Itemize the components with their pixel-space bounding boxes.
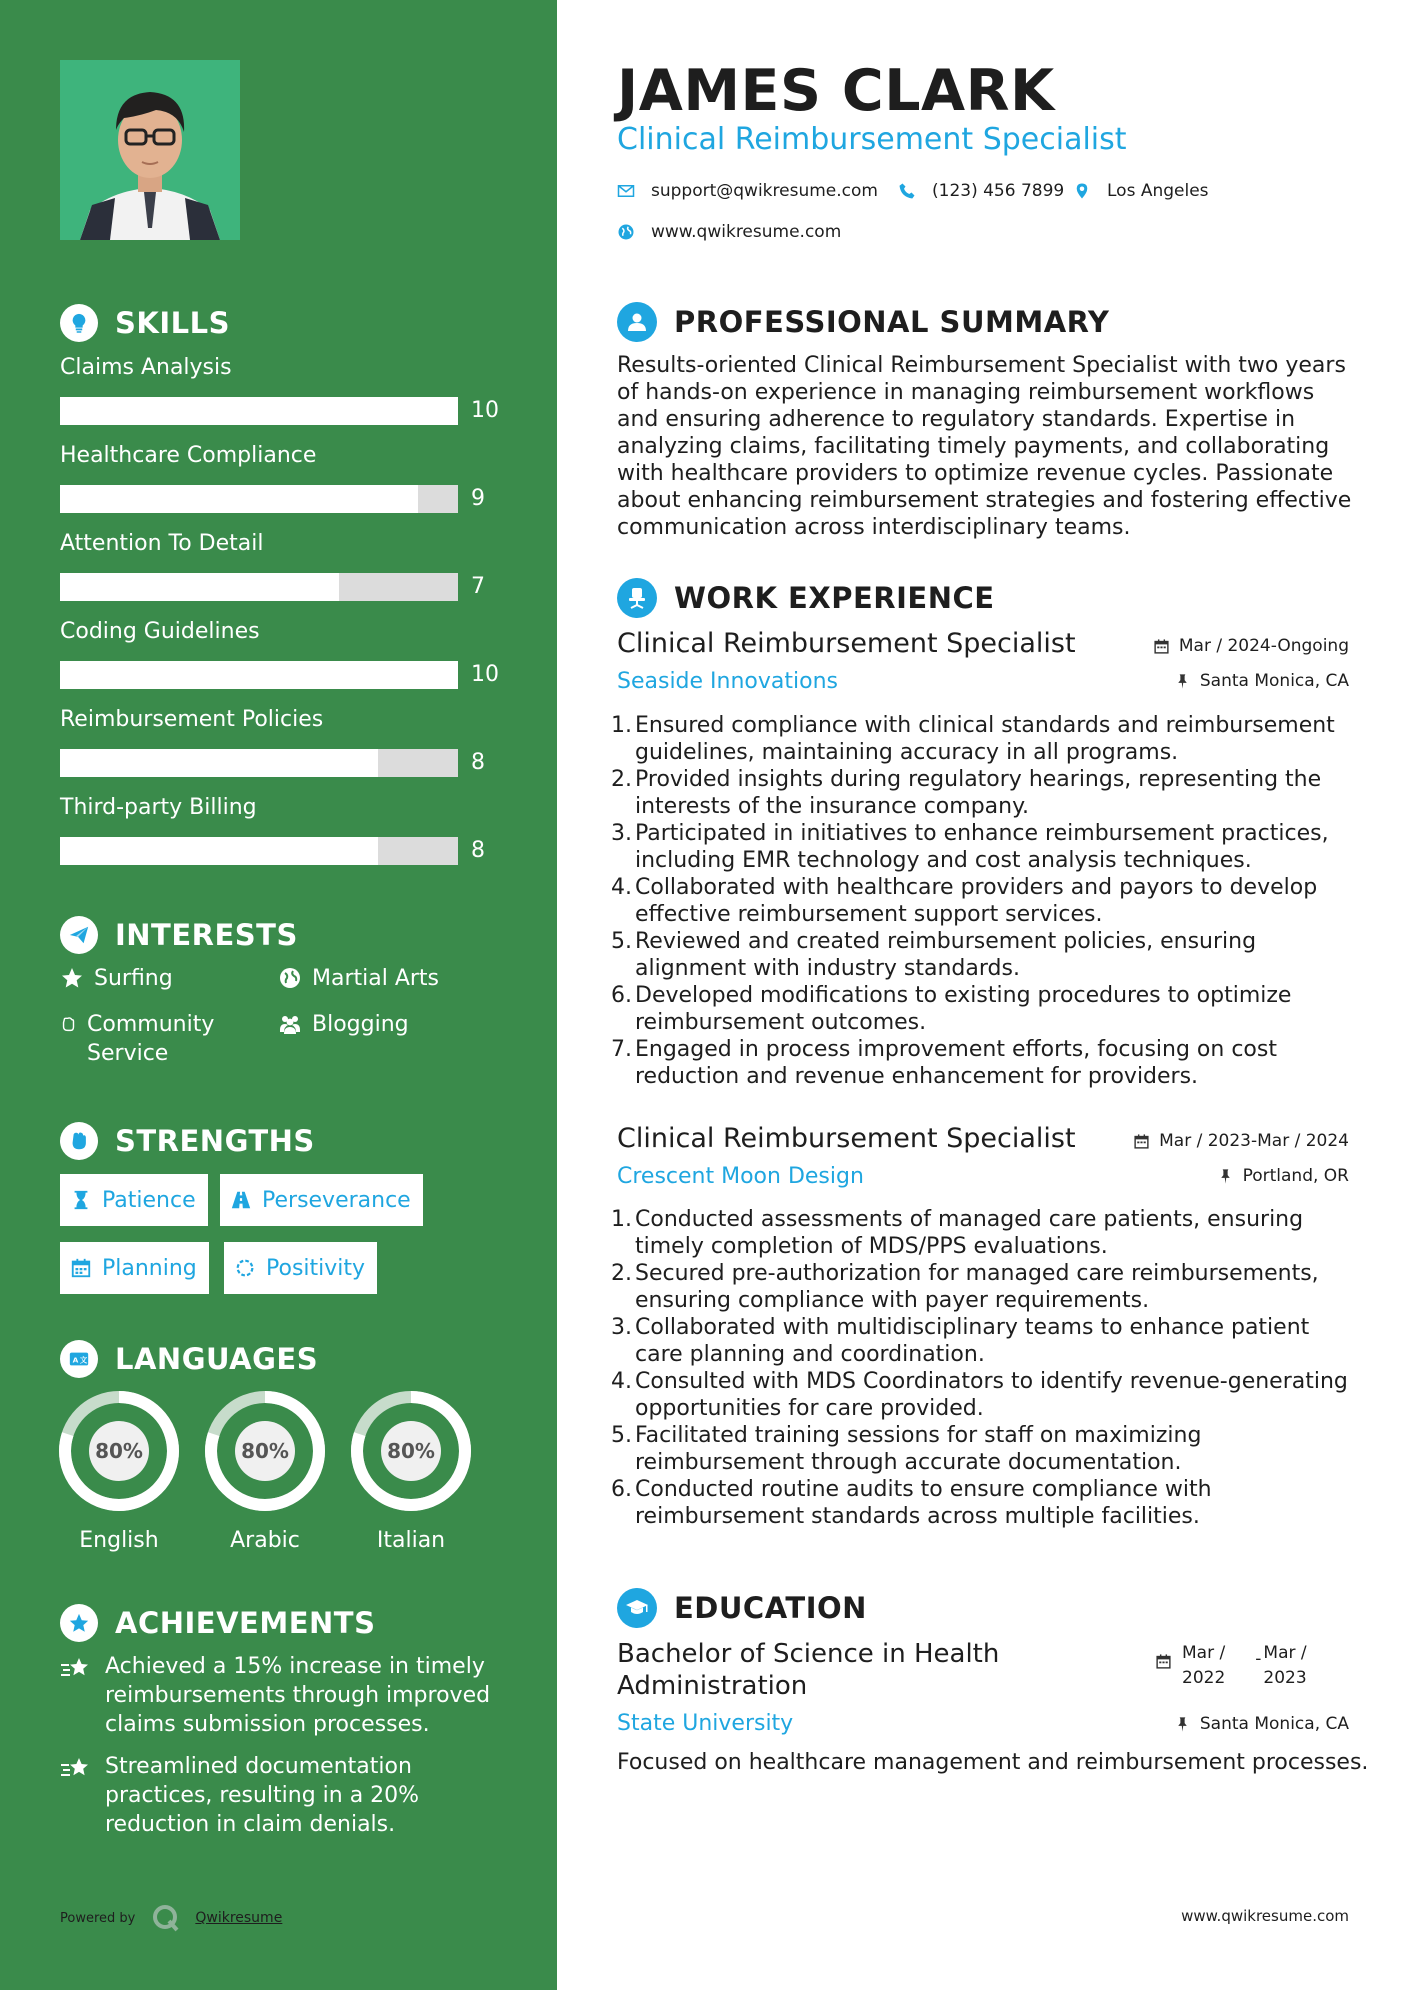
achievement-text: Achieved a 15% increase in timely reimbursements through improved claims submission processes.: [105, 1654, 491, 1737]
skill-level: 8: [471, 750, 485, 775]
skill-bar: [60, 837, 458, 865]
powered-by: [60, 1903, 282, 1933]
skill-bar: [60, 397, 458, 425]
duty-item: 3. Participated in initiatives to enhance reimbursement practices, including EMR technology and cost analysis techniques.: [611, 820, 1351, 874]
strength-tag: [224, 1242, 377, 1294]
interest-item: [60, 1010, 240, 1068]
end-line-1: Mar /: [1263, 1643, 1307, 1663]
duty-item: 2. Secured pre-authorization for managed care reimbursements, ensuring compliance with payer requirements.: [611, 1260, 1351, 1314]
achievement-item: [60, 1652, 500, 1739]
fist-icon: [60, 1122, 98, 1160]
language-ring: [204, 1390, 326, 1512]
job-company: Seaside Innovations: [617, 669, 838, 694]
duty-item: 1. Conducted assessments of managed care patients, ensuring timely completion of MDS/PPS evaluations.: [611, 1206, 1351, 1260]
achievements-heading: [60, 1604, 375, 1642]
language-item: [204, 1390, 326, 1553]
job-title: Clinical Reimbursement Specialist: [617, 628, 1076, 659]
interest-label: Blogging: [312, 1012, 409, 1037]
duty-item: 5. Facilitated training sessions for staff on maximizing reimbursement through accurate documentation.: [611, 1422, 1351, 1476]
strengths-heading: [60, 1122, 315, 1160]
duty-text: Developed modifications to existing procedures to optimize reimbursement outcomes.: [635, 983, 1292, 1035]
experience-heading: [617, 578, 995, 618]
language-ring: [350, 1390, 472, 1512]
skill-level: 10: [471, 398, 499, 423]
contact-phone[interactable]: [898, 181, 1064, 201]
job-dates: [1153, 636, 1349, 656]
duty-item: 2. Provided insights during regulatory hearings, representing the interests of the insurance company.: [611, 766, 1351, 820]
star-trail-icon: [60, 1756, 90, 1782]
education-location: [1174, 1714, 1349, 1734]
paper-plane-icon: [60, 916, 98, 954]
duty-text: Engaged in process improvement efforts, focusing on cost reduction and revenue enhancement for providers.: [635, 1037, 1277, 1089]
skills-heading: [60, 304, 230, 342]
skill-name: Reimbursement Policies: [60, 707, 324, 732]
footer-website[interactable]: www.qwikresume.com: [1181, 1907, 1349, 1925]
duty-text: Conducted routine audits to ensure compliance with reimbursement standards across multiple facilities.: [635, 1477, 1212, 1529]
school-name: State University: [617, 1711, 794, 1736]
hand-icon: [60, 1012, 77, 1036]
star-badge-icon: [60, 1604, 98, 1642]
skill-bar: [60, 661, 458, 689]
job-duties: [611, 712, 1351, 1090]
duty-text: Secured pre-authorization for managed care reimbursements, ensuring compliance with payer requirements.: [635, 1261, 1319, 1313]
duty-text: Collaborated with multidisciplinary teams to enhance patient care planning and coordination.: [635, 1315, 1310, 1367]
duty-item: 5. Reviewed and created reimbursement policies, ensuring alignment with industry standards.: [611, 928, 1351, 982]
office-chair-icon: [617, 578, 657, 618]
start-line-2: 2022: [1182, 1668, 1226, 1688]
candidate-name: JAMES CLARK: [617, 58, 1055, 124]
achievements-title: ACHIEVEMENTS: [115, 1606, 376, 1640]
language-item: [58, 1390, 180, 1553]
job-dates: [1133, 1131, 1349, 1151]
pushpin-icon: [1217, 1168, 1234, 1185]
duty-text: Collaborated with healthcare providers and payors to develop effective reimbursement support services.: [635, 875, 1318, 927]
degree-line-2: Administration: [617, 1671, 808, 1701]
duty-text: Participated in initiatives to enhance reimbursement practices, including EMR technology and cost analysis techniques.: [635, 821, 1329, 873]
globe-icon: [617, 223, 635, 241]
duty-item: 4. Collaborated with healthcare providers and payors to develop effective reimbursement support services.: [611, 874, 1351, 928]
education-description: Focused on healthcare management and reimbursement processes.: [617, 1750, 1369, 1775]
contact-email[interactable]: [617, 181, 878, 201]
duty-item: 4. Consulted with MDS Coordinators to identify revenue-generating opportunities for care provided.: [611, 1368, 1351, 1422]
job-dates-text: Mar / 2023-Mar / 2024: [1159, 1131, 1349, 1151]
sidebar: [0, 0, 557, 1990]
skills-title: SKILLS: [115, 306, 230, 340]
strength-label: Planning: [102, 1255, 197, 1281]
skill-name: Claims Analysis: [60, 355, 232, 380]
contact-location: [1073, 181, 1209, 201]
interest-item: [278, 1010, 409, 1039]
candidate-title: Clinical Reimbursement Specialist: [617, 122, 1127, 157]
skill-bar-fill: [60, 661, 458, 689]
calendar-icon: [1155, 1653, 1172, 1670]
profile-photo: [60, 60, 240, 240]
svg-text:文: 文: [79, 1355, 88, 1365]
skill-bar-fill: [60, 573, 339, 601]
road-icon: [230, 1189, 252, 1211]
interest-label: Martial Arts: [312, 966, 440, 991]
skill-bar-fill: [60, 397, 458, 425]
duty-text: Provided insights during regulatory hearings, representing the interests of the insurance company.: [635, 767, 1322, 819]
skill-item: [60, 355, 510, 423]
svg-text:A: A: [72, 1355, 79, 1365]
language-item: [350, 1390, 472, 1553]
phone-text: (123) 456 7899: [932, 181, 1065, 201]
job-location-text: Portland, OR: [1242, 1166, 1349, 1186]
circle-notch-icon: [234, 1257, 256, 1279]
globe-icon: [278, 966, 302, 990]
pushpin-icon: [1174, 1716, 1191, 1733]
skill-bar: [60, 485, 458, 513]
job-location-text: Santa Monica, CA: [1199, 671, 1349, 691]
envelope-icon: [617, 182, 635, 200]
interest-item: [278, 964, 439, 993]
pushpin-icon: [1174, 673, 1191, 690]
strength-tag: [60, 1174, 208, 1226]
qwikresume-link[interactable]: Qwikresume: [195, 1910, 283, 1926]
people-icon: [278, 1012, 302, 1036]
duty-text: Reviewed and created reimbursement policies, ensuring alignment with industry standards.: [635, 929, 1257, 981]
calendar-icon: [1133, 1133, 1150, 1150]
duty-item: 1. Ensured compliance with clinical standards and reimbursement guidelines, maintaining accuracy in all programs.: [611, 712, 1351, 766]
language-ring: [58, 1390, 180, 1512]
skill-name: Coding Guidelines: [60, 619, 260, 644]
achievement-text: Streamlined documentation practices, resulting in a 20% reduction in claim denials.: [105, 1754, 420, 1837]
job-company: Crescent Moon Design: [617, 1164, 864, 1189]
interest-item: [60, 964, 173, 993]
summary-text: Results-oriented Clinical Reimbursement Specialist with two years of hands-on experience in managing reimbursement workflows and ensuring adherence to regulatory standards. Expertise in analyzing claims, facilitating timely payments, and collaborating with healthcare providers to optimize revenue cycles. Passionate about enhancing reimbursement strategies and fostering effective communication across interdisciplinary teams.: [617, 353, 1352, 540]
calendar-icon: [70, 1257, 92, 1279]
strengths-title: STRENGTHS: [115, 1124, 315, 1158]
strength-label: Perseverance: [262, 1187, 411, 1213]
strength-label: Patience: [102, 1187, 196, 1213]
skill-item: [60, 619, 510, 687]
language-name: Arabic: [230, 1528, 300, 1553]
language-percent: 80%: [387, 1439, 435, 1463]
lightbulb-icon: [60, 304, 98, 342]
education-title: EDUCATION: [674, 1591, 867, 1625]
duty-item: 6. Conducted routine audits to ensure compliance with reimbursement standards across multiple facilities.: [611, 1476, 1351, 1530]
experience-title: WORK EXPERIENCE: [674, 581, 995, 615]
contact-website[interactable]: [617, 222, 841, 242]
job-dates-text: Mar / 2024-Ongoing: [1178, 636, 1349, 656]
education-heading: [617, 1588, 867, 1628]
languages-heading: [60, 1340, 318, 1378]
job-location: [1174, 671, 1349, 691]
achievement-item: [60, 1752, 500, 1839]
language-percent: 80%: [241, 1439, 289, 1463]
skill-item: [60, 531, 510, 599]
language-icon: [60, 1340, 98, 1378]
job-location: [1217, 1166, 1349, 1186]
star-icon: [60, 966, 84, 990]
skill-bar-fill: [60, 749, 378, 777]
star-trail-icon: [60, 1656, 90, 1682]
strength-tag: [220, 1174, 423, 1226]
phone-icon: [898, 182, 916, 200]
education-end: [1263, 1641, 1306, 1691]
education-start: [1182, 1641, 1225, 1691]
education-dates: [1155, 1641, 1307, 1691]
location-text: Los Angeles: [1107, 181, 1209, 201]
skill-item: [60, 443, 510, 511]
interest-label: Surfing: [94, 966, 173, 991]
website-text: www.qwikresume.com: [651, 222, 842, 242]
strength-tag: [60, 1242, 209, 1294]
degree-title: [617, 1638, 999, 1702]
language-name: Italian: [376, 1528, 446, 1553]
language-name: English: [79, 1528, 159, 1553]
interests-title: INTERESTS: [115, 918, 298, 952]
powered-by-label: Powered by: [60, 1910, 136, 1926]
skill-bar-fill: [60, 485, 418, 513]
skill-name: Attention To Detail: [60, 531, 264, 556]
skill-level: 8: [471, 838, 485, 863]
interest-label: Community Service: [87, 1012, 215, 1066]
skill-bar: [60, 749, 458, 777]
date-separator: -: [1255, 1649, 1262, 1669]
language-percent: 80%: [95, 1439, 143, 1463]
end-line-2: 2023: [1263, 1668, 1307, 1688]
duty-item: 7. Engaged in process improvement efforts, focusing on cost reduction and revenue enhancement for providers.: [611, 1036, 1351, 1090]
duty-text: Consulted with MDS Coordinators to identify revenue-generating opportunities for care provided.: [635, 1369, 1348, 1421]
start-line-1: Mar /: [1182, 1643, 1226, 1663]
hourglass-icon: [70, 1189, 92, 1211]
summary-heading: [617, 302, 1109, 342]
interests-heading: [60, 916, 298, 954]
calendar-icon: [1153, 638, 1170, 655]
degree-line-1: Bachelor of Science in Health: [617, 1639, 1000, 1669]
skill-name: Third-party Billing: [60, 795, 257, 820]
duty-item: 3. Collaborated with multidisciplinary teams to enhance patient care planning and coordination.: [611, 1314, 1351, 1368]
skill-item: [60, 707, 510, 775]
job-title: Clinical Reimbursement Specialist: [617, 1123, 1076, 1154]
map-pin-icon: [1073, 182, 1091, 200]
skill-level: 7: [471, 574, 485, 599]
education-location-text: Santa Monica, CA: [1199, 1714, 1349, 1734]
qwikresume-logo-icon: [151, 1903, 181, 1933]
skill-bar: [60, 573, 458, 601]
duty-item: 6. Developed modifications to existing procedures to optimize reimbursement outcomes.: [611, 982, 1351, 1036]
summary-title: PROFESSIONAL SUMMARY: [674, 305, 1110, 339]
skill-bar-fill: [60, 837, 378, 865]
job-duties: [611, 1206, 1351, 1530]
duty-text: Conducted assessments of managed care patients, ensuring timely completion of MDS/PPS evaluations.: [635, 1207, 1304, 1259]
duty-text: Ensured compliance with clinical standards and reimbursement guidelines, maintaining accuracy in all programs.: [635, 713, 1335, 765]
user-icon: [617, 302, 657, 342]
graduation-icon: [617, 1588, 657, 1628]
skill-level: 9: [471, 486, 485, 511]
duty-text: Facilitated training sessions for staff on maximizing reimbursement through accurate documentation.: [635, 1423, 1202, 1475]
languages-title: LANGUAGES: [115, 1342, 319, 1376]
email-text: support@qwikresume.com: [651, 181, 878, 201]
skill-name: Healthcare Compliance: [60, 443, 317, 468]
strength-label: Positivity: [266, 1255, 366, 1281]
skill-level: 10: [471, 662, 499, 687]
skill-item: [60, 795, 510, 863]
